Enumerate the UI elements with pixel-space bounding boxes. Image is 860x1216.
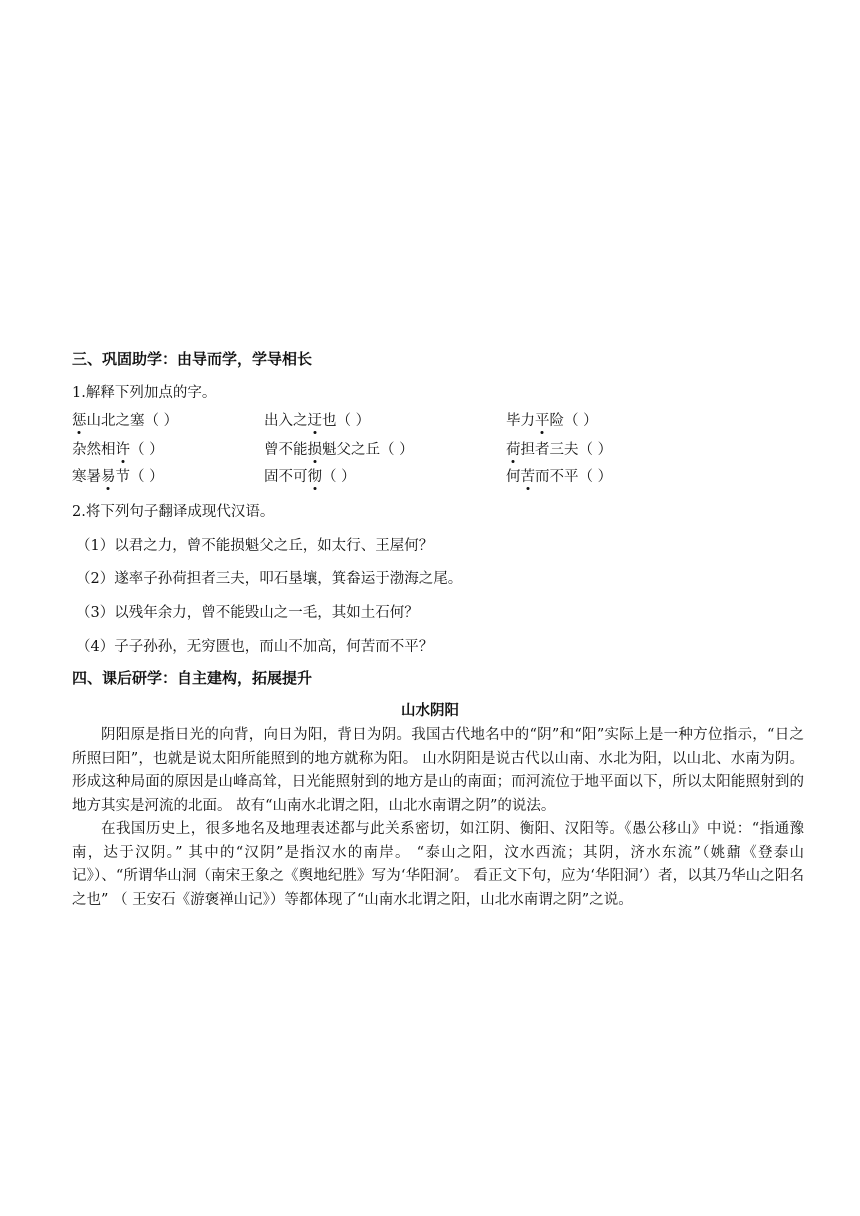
vocab-item: 荷担者三夫（ ）	[506, 442, 613, 458]
dotted-character: 迂	[307, 413, 322, 429]
dotted-character: 荷	[506, 442, 521, 458]
article-paragraph: 在我国历史上，很多地名及地理表述都与此关系密切，如江阴、衡阳、汉阳等。《愚公移山》中说：“指通豫南，达于汉阴。” 其中的“汉阴”是指汉水的南岸。 “泰山之阳，汶水西流；其阴，济水东流”（姚鼐《登泰山记》）、“所谓华山洞（南宋王象之《舆地纪胜》写为‘华阳洞’。 看正文下句，应为‘华阳洞’）者，以其乃华山之阳名之也” （ 王安石《游褒禅山记》）等都体现了“山南水北谓之阳，山北水南谓之阴”之说。	[72, 821, 804, 908]
article-paragraph: 阴阳原是指日光的向背，向日为阳，背日为阴。我国古代地名中的“阴”和“阳”实际上是一种方位指示，“日之所照曰阳”，也就是说太阳所能照到的地方就称为阳。 山水阴阳是说古代以山南、水北为阳，以山北、水南为阴。 形成这种局面的原因是山峰高耸，日光能照射到的地方是山的南面；而河流位于地平面以下，所以太阳能照射到的地方其实是河流的北面。 故有“山南水北谓之阳，山北水南谓之阴”的说法。	[72, 727, 804, 814]
question-2-prompt: 2.将下列句子翻译成现代汉语。	[72, 504, 275, 520]
vocab-item: 出入之迂也（ ）	[264, 413, 371, 429]
vocab-item: 曾不能损魁父之丘（ ）	[264, 442, 414, 458]
translation-sentence: （1）以君之力，曾不能损魁父之丘，如太行、王屋何？	[76, 538, 434, 554]
vocab-item: 固不可彻（ ）	[264, 469, 356, 485]
vocab-item: 何苦而不平（ ）	[506, 469, 613, 485]
dotted-character: 彻	[307, 469, 322, 485]
section-4-heading: 四、课后研学：自主建构，拓展提升	[72, 669, 313, 687]
vocab-item: 杂然相许（ ）	[72, 442, 164, 458]
translation-sentence: （3）以残年余力，曾不能毁山之一毛，其如土石何？	[76, 605, 419, 621]
dotted-character: 损	[307, 442, 322, 458]
vocab-item: 寒暑易节（ ）	[72, 469, 164, 485]
article-title: 山水阴阳	[401, 703, 459, 719]
vocab-item: 惩山北之塞（ ）	[72, 413, 179, 429]
vocab-item: 毕力平险（ ）	[506, 413, 598, 429]
question-1-prompt: 1.解释下列加点的字。	[72, 385, 217, 401]
dotted-character: 惩	[72, 413, 87, 429]
dotted-character: 许	[115, 442, 130, 458]
dotted-character: 苦	[520, 469, 535, 485]
dotted-character: 平	[535, 413, 550, 429]
translation-sentence: （4）子子孙孙，无穷匮也，而山不加高，何苦而不平？	[76, 639, 434, 655]
dotted-character: 易	[101, 469, 116, 485]
section-3-heading: 三、巩固助学：由导而学，学导相长	[72, 350, 313, 368]
translation-sentence: （2）遂率子孙荷担者三夫，叩石垦壤，箕畚运于渤海之尾。	[76, 571, 463, 587]
